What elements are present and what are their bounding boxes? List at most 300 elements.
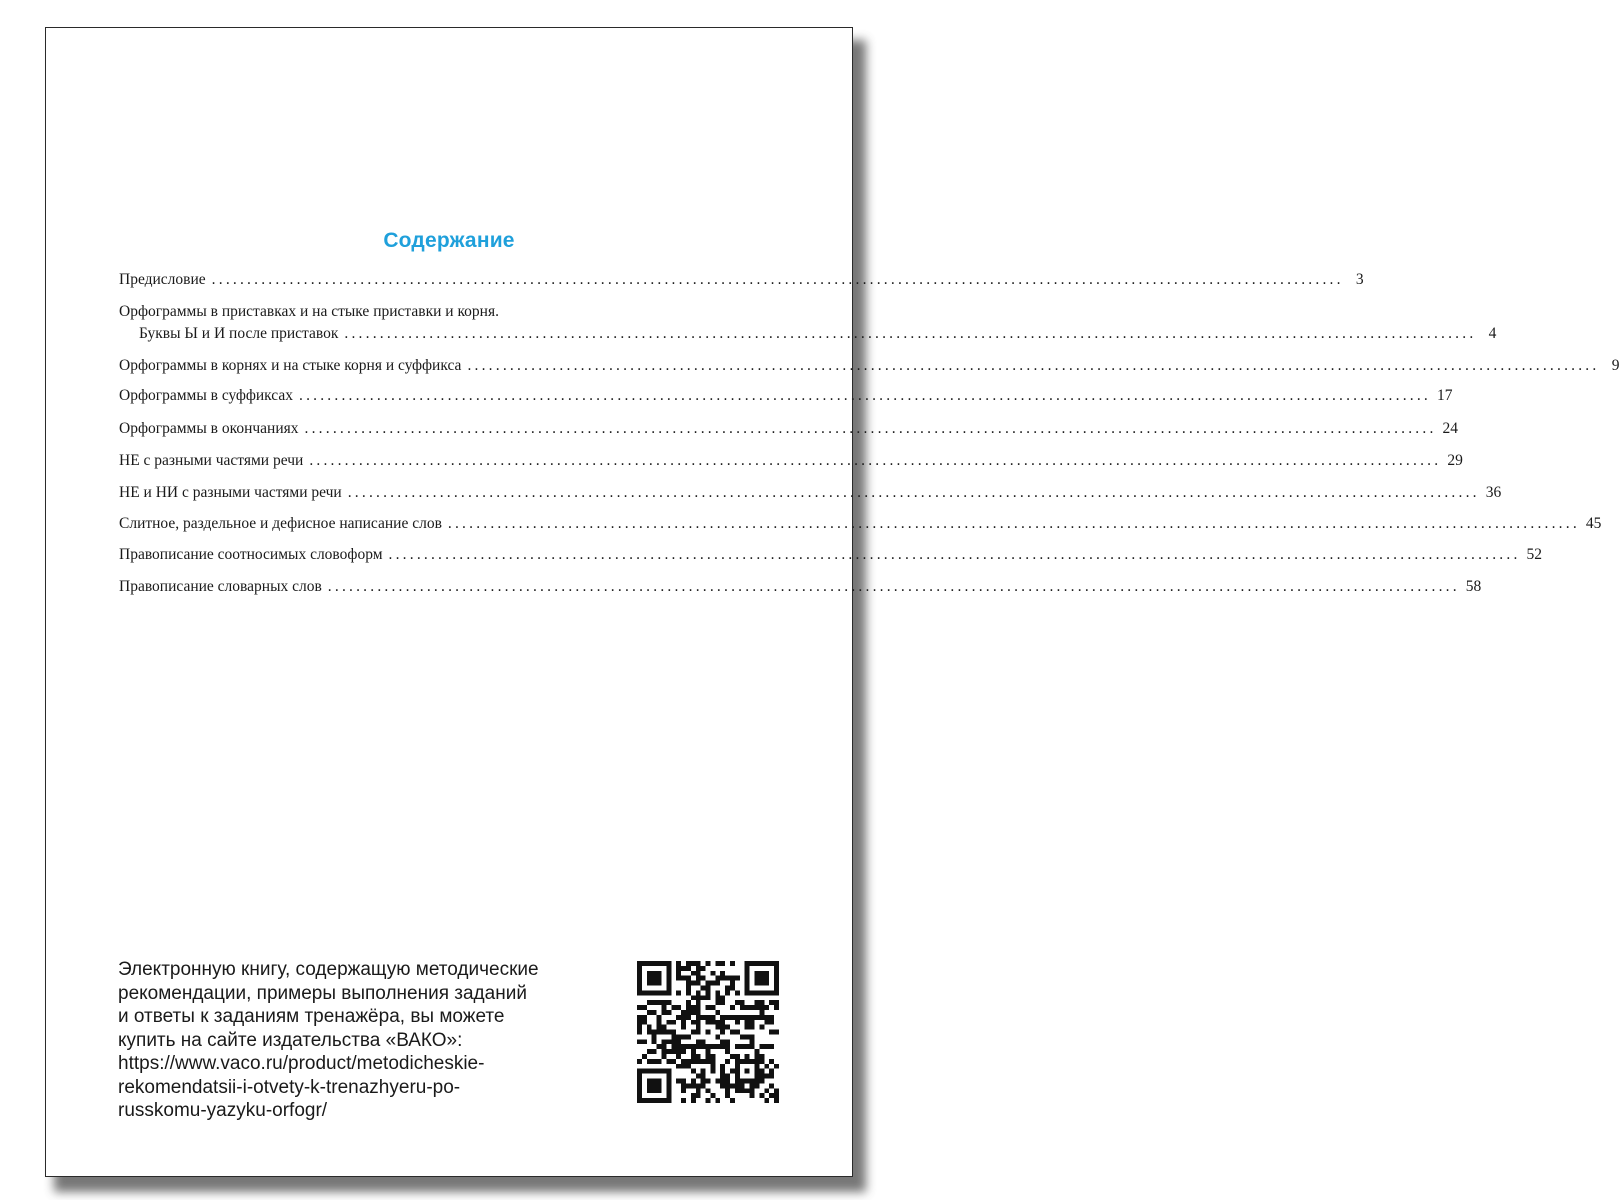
toc-entry[interactable]	[119, 357, 1619, 375]
qr-module	[701, 1059, 706, 1064]
qr-module	[710, 971, 715, 976]
qr-module	[735, 1054, 740, 1059]
qr-module	[706, 1020, 711, 1025]
toc-entry[interactable]	[119, 271, 1364, 289]
qr-module	[750, 1088, 755, 1093]
qr-module	[706, 995, 711, 1000]
qr-module	[764, 971, 769, 976]
qr-module	[745, 985, 750, 990]
qr-module	[730, 1083, 735, 1088]
qr-module	[774, 1093, 779, 1098]
qr-module	[676, 1034, 681, 1039]
promo-line: и ответы к заданиям тренажёра, вы можете	[118, 1006, 505, 1027]
qr-module	[764, 961, 769, 966]
qr-module	[637, 1074, 642, 1079]
qr-module	[774, 971, 779, 976]
qr-module	[755, 1059, 760, 1064]
qr-module	[696, 966, 701, 971]
qr-module	[720, 961, 725, 966]
qr-module	[745, 1025, 750, 1030]
qr-module	[696, 1000, 701, 1005]
qr-module	[696, 1010, 701, 1015]
qr-module	[657, 990, 662, 995]
qr-module	[759, 1093, 764, 1098]
qr-module	[725, 1044, 730, 1049]
qr-module	[671, 1034, 676, 1039]
qr-module	[774, 1088, 779, 1093]
toc-entry[interactable]	[119, 578, 1482, 596]
qr-module	[647, 1088, 652, 1093]
qr-module	[755, 961, 760, 966]
qr-module	[666, 1059, 671, 1064]
qr-module	[764, 990, 769, 995]
toc-entry[interactable]	[139, 325, 1497, 343]
qr-module	[745, 1034, 750, 1039]
qr-module	[706, 1030, 711, 1035]
qr-module	[769, 1069, 774, 1074]
qr-module	[652, 1049, 657, 1054]
qr-module	[735, 1069, 740, 1074]
qr-module	[750, 1059, 755, 1064]
qr-module	[691, 1010, 696, 1015]
qr-module	[735, 1030, 740, 1035]
qr-module	[769, 1000, 774, 1005]
qr-module	[764, 1005, 769, 1010]
qr-module	[661, 961, 666, 966]
qr-module	[725, 976, 730, 981]
qr-module	[720, 1030, 725, 1035]
qr-module	[676, 1044, 681, 1049]
qr-module	[725, 1074, 730, 1079]
qr-module	[755, 1054, 760, 1059]
qr-module	[730, 976, 735, 981]
qr-module	[774, 985, 779, 990]
qr-module	[696, 981, 701, 986]
qr-module	[769, 990, 774, 995]
qr-module	[652, 1069, 657, 1074]
qr-module	[725, 1039, 730, 1044]
qr-module	[701, 966, 706, 971]
qr-module	[769, 1030, 774, 1035]
qr-module	[696, 1054, 701, 1059]
qr-module	[666, 1049, 671, 1054]
qr-code-icon[interactable]	[637, 961, 779, 1103]
qr-module	[769, 1044, 774, 1049]
qr-module	[647, 1010, 652, 1015]
qr-module	[701, 1039, 706, 1044]
qr-module	[774, 981, 779, 986]
promo-url-line[interactable]: rekomendatsii-i-otvety-k-trenazhyeru-po-	[118, 1076, 461, 1098]
qr-module	[647, 1083, 652, 1088]
qr-module	[696, 1020, 701, 1025]
qr-module	[661, 1030, 666, 1035]
qr-module	[686, 976, 691, 981]
qr-module	[725, 1079, 730, 1084]
qr-module	[691, 1069, 696, 1074]
qr-module	[647, 1049, 652, 1054]
qr-module	[764, 1020, 769, 1025]
qr-module	[647, 1079, 652, 1084]
qr-module	[652, 1030, 657, 1035]
qr-module	[759, 1005, 764, 1010]
qr-module	[755, 990, 760, 995]
qr-module	[647, 981, 652, 986]
qr-module	[666, 971, 671, 976]
qr-module	[706, 1079, 711, 1084]
qr-module	[661, 1069, 666, 1074]
qr-module	[647, 1030, 652, 1035]
qr-module	[725, 985, 730, 990]
qr-module	[774, 966, 779, 971]
qr-module	[661, 1098, 666, 1103]
qr-module	[706, 1098, 711, 1103]
qr-module	[676, 1054, 681, 1059]
qr-module	[681, 1015, 686, 1020]
qr-module	[755, 976, 760, 981]
qr-module	[637, 990, 642, 995]
qr-module	[652, 1010, 657, 1015]
qr-module	[637, 985, 642, 990]
qr-module	[676, 966, 681, 971]
qr-module	[745, 971, 750, 976]
qr-module	[735, 1083, 740, 1088]
qr-module	[676, 1039, 681, 1044]
qr-module	[642, 1054, 647, 1059]
qr-module	[681, 1079, 686, 1084]
qr-module	[720, 1069, 725, 1074]
qr-module	[696, 976, 701, 981]
qr-module	[652, 1034, 657, 1039]
qr-module	[661, 1025, 666, 1030]
qr-module	[661, 1054, 666, 1059]
qr-module	[657, 1069, 662, 1074]
qr-module	[661, 1044, 666, 1049]
toc-leader-dots: ................................................................................................................................................................	[467, 357, 1600, 374]
qr-module	[720, 971, 725, 976]
qr-module	[720, 1079, 725, 1084]
qr-module	[676, 1049, 681, 1054]
qr-module	[696, 1025, 701, 1030]
qr-module	[666, 1039, 671, 1044]
qr-module	[745, 1044, 750, 1049]
qr-module	[696, 1044, 701, 1049]
qr-module	[759, 990, 764, 995]
qr-module	[657, 1020, 662, 1025]
qr-module	[730, 961, 735, 966]
qr-module	[759, 1054, 764, 1059]
qr-module	[755, 1069, 760, 1074]
qr-module	[701, 1015, 706, 1020]
qr-module	[691, 1020, 696, 1025]
qr-module	[652, 1088, 657, 1093]
qr-module	[686, 1010, 691, 1015]
qr-module	[750, 1020, 755, 1025]
qr-module	[710, 1005, 715, 1010]
qr-module	[652, 981, 657, 986]
qr-module	[774, 990, 779, 995]
qr-module	[642, 1069, 647, 1074]
qr-module	[691, 961, 696, 966]
qr-module	[657, 961, 662, 966]
qr-module	[637, 1030, 642, 1035]
qr-module	[715, 981, 720, 986]
qr-module	[750, 1044, 755, 1049]
qr-module	[691, 1054, 696, 1059]
qr-module	[681, 1059, 686, 1064]
toc-leader-dots: ................................................................................................................................................................	[327, 578, 1460, 595]
qr-module	[666, 990, 671, 995]
qr-module	[666, 981, 671, 986]
qr-module	[706, 1015, 711, 1020]
toc-leader-dots: ................................................................................................................................................................	[347, 484, 1480, 501]
qr-module	[666, 985, 671, 990]
qr-module	[676, 971, 681, 976]
qr-module	[637, 1083, 642, 1088]
qr-module	[691, 1059, 696, 1064]
qr-module	[696, 1083, 701, 1088]
qr-module	[637, 966, 642, 971]
qr-module	[637, 1020, 642, 1025]
qr-module	[759, 1015, 764, 1020]
toc-entry-page: 29	[1447, 452, 1463, 469]
qr-module	[691, 1044, 696, 1049]
qr-module	[750, 1025, 755, 1030]
qr-module	[637, 1025, 642, 1030]
qr-module	[774, 1098, 779, 1103]
qr-module	[774, 961, 779, 966]
qr-module	[686, 981, 691, 986]
qr-module	[730, 1098, 735, 1103]
qr-module	[637, 981, 642, 986]
qr-module	[735, 1059, 740, 1064]
qr-module	[706, 1054, 711, 1059]
qr-module	[706, 1005, 711, 1010]
qr-module	[657, 976, 662, 981]
qr-module	[691, 971, 696, 976]
qr-module	[740, 1079, 745, 1084]
qr-module	[696, 1015, 701, 1020]
qr-module	[725, 1093, 730, 1098]
qr-module	[720, 1039, 725, 1044]
qr-module	[691, 1005, 696, 1010]
qr-module	[745, 966, 750, 971]
qr-module	[710, 1054, 715, 1059]
qr-module	[691, 1030, 696, 1035]
qr-module	[666, 1079, 671, 1084]
qr-module	[745, 1059, 750, 1064]
qr-module	[710, 981, 715, 986]
qr-module	[666, 1030, 671, 1035]
qr-module	[681, 966, 686, 971]
qr-module	[666, 961, 671, 966]
qr-module	[696, 990, 701, 995]
qr-module	[745, 1069, 750, 1074]
qr-module	[725, 1015, 730, 1020]
qr-module	[637, 1069, 642, 1074]
qr-module	[691, 1049, 696, 1054]
qr-module	[774, 1030, 779, 1035]
qr-module	[686, 1000, 691, 1005]
qr-module	[696, 1088, 701, 1093]
qr-module	[637, 1015, 642, 1020]
qr-module	[696, 995, 701, 1000]
qr-module	[686, 1015, 691, 1020]
qr-module	[715, 1020, 720, 1025]
qr-module	[774, 1064, 779, 1069]
qr-module	[686, 961, 691, 966]
toc-leader-dots: ................................................................................................................................................................	[304, 420, 1437, 437]
qr-module	[686, 1064, 691, 1069]
qr-module	[745, 961, 750, 966]
qr-module	[759, 1074, 764, 1079]
qr-module	[657, 1059, 662, 1064]
qr-module	[701, 1044, 706, 1049]
toc-entry-page: 36	[1485, 484, 1502, 501]
qr-module	[725, 1088, 730, 1093]
qr-module	[666, 1098, 671, 1103]
qr-module	[764, 1064, 769, 1069]
qr-module	[686, 1083, 691, 1088]
qr-module	[769, 1020, 774, 1025]
qr-module	[764, 1044, 769, 1049]
qr-module	[661, 1039, 666, 1044]
qr-module	[745, 981, 750, 986]
qr-module	[720, 1025, 725, 1030]
qr-module	[661, 1049, 666, 1054]
qr-module	[681, 1034, 686, 1039]
qr-module	[740, 1088, 745, 1093]
qr-module	[696, 1039, 701, 1044]
qr-module	[715, 1044, 720, 1049]
toc-entry[interactable]	[119, 546, 1543, 564]
qr-module	[769, 1074, 774, 1079]
qr-module	[759, 1000, 764, 1005]
qr-module	[706, 990, 711, 995]
toc-entry-label: НЕ с разными частями речи	[119, 452, 304, 469]
toc-entry[interactable]	[119, 420, 1459, 438]
qr-module	[637, 1079, 642, 1084]
qr-module	[715, 1079, 720, 1084]
qr-module	[676, 1079, 681, 1084]
qr-module	[735, 1015, 740, 1020]
qr-module	[686, 1034, 691, 1039]
qr-module	[720, 1015, 725, 1020]
qr-module	[666, 1093, 671, 1098]
qr-module	[681, 1064, 686, 1069]
qr-module	[647, 1000, 652, 1005]
qr-module	[666, 1000, 671, 1005]
qr-module	[691, 995, 696, 1000]
qr-module	[750, 1005, 755, 1010]
qr-module	[637, 1039, 642, 1044]
qr-module	[691, 1083, 696, 1088]
toc-entry-label: Орфограммы в окончаниях	[119, 420, 299, 437]
qr-module	[666, 1069, 671, 1074]
qr-module	[755, 1005, 760, 1010]
qr-module	[701, 1069, 706, 1074]
qr-module	[759, 961, 764, 966]
toc-entry[interactable]	[119, 515, 1602, 533]
qr-module	[774, 1000, 779, 1005]
qr-module	[720, 995, 725, 1000]
promo-url-line[interactable]: https://www.vaco.ru/product/metodicheskie-	[118, 1053, 485, 1074]
qr-module	[706, 1044, 711, 1049]
toc-entry-label: Слитное, раздельное и дефисное написание слов	[119, 515, 442, 532]
qr-module	[652, 1039, 657, 1044]
qr-module	[642, 990, 647, 995]
qr-module	[715, 990, 720, 995]
qr-module	[642, 1098, 647, 1103]
qr-module	[759, 1044, 764, 1049]
qr-module	[720, 1074, 725, 1079]
qr-module	[745, 976, 750, 981]
qr-module	[686, 1044, 691, 1049]
qr-module	[720, 1044, 725, 1049]
qr-module	[725, 1049, 730, 1054]
qr-module	[710, 1069, 715, 1074]
qr-module	[647, 1069, 652, 1074]
qr-module	[769, 1015, 774, 1020]
qr-module	[769, 1093, 774, 1098]
qr-module	[657, 1030, 662, 1035]
toc-leader-dots: ................................................................................................................................................................	[211, 271, 1344, 288]
qr-module	[715, 976, 720, 981]
qr-module	[642, 1020, 647, 1025]
toc-entry[interactable]	[119, 387, 1453, 405]
qr-module	[637, 976, 642, 981]
qr-module	[676, 961, 681, 966]
toc-entry[interactable]	[119, 452, 1463, 470]
toc-entry[interactable]	[119, 484, 1502, 502]
qr-module	[759, 1069, 764, 1074]
qr-module	[745, 1015, 750, 1020]
qr-module	[706, 1088, 711, 1093]
qr-module	[755, 1083, 760, 1088]
qr-module	[701, 1083, 706, 1088]
qr-module	[715, 961, 720, 966]
qr-module	[750, 1034, 755, 1039]
toc-entry-label: НЕ и НИ с разными частями речи	[119, 484, 342, 501]
toc-entry-page: 4	[1488, 325, 1497, 342]
qr-module	[686, 985, 691, 990]
qr-module	[701, 1074, 706, 1079]
qr-module	[740, 1083, 745, 1088]
qr-module	[750, 1083, 755, 1088]
toc-entry-label: Правописание соотносимых словоформ	[119, 546, 383, 563]
qr-module	[652, 1083, 657, 1088]
qr-module	[642, 961, 647, 966]
qr-module	[681, 1083, 686, 1088]
qr-module	[755, 1015, 760, 1020]
promo-url-line[interactable]: russkomu-yazyku-orfogr/	[118, 1100, 328, 1121]
toc-entry-page: 9	[1611, 357, 1619, 374]
qr-module	[701, 1079, 706, 1084]
qr-module	[661, 1005, 666, 1010]
qr-module	[642, 1015, 647, 1020]
qr-module	[730, 985, 735, 990]
qr-module	[769, 961, 774, 966]
qr-module	[715, 1010, 720, 1015]
qr-module	[647, 1098, 652, 1103]
qr-module	[750, 990, 755, 995]
qr-module	[710, 1064, 715, 1069]
qr-module	[740, 1000, 745, 1005]
qr-module	[725, 1025, 730, 1030]
qr-module	[676, 1064, 681, 1069]
qr-module	[706, 985, 711, 990]
qr-module	[681, 1049, 686, 1054]
qr-module	[720, 1064, 725, 1069]
